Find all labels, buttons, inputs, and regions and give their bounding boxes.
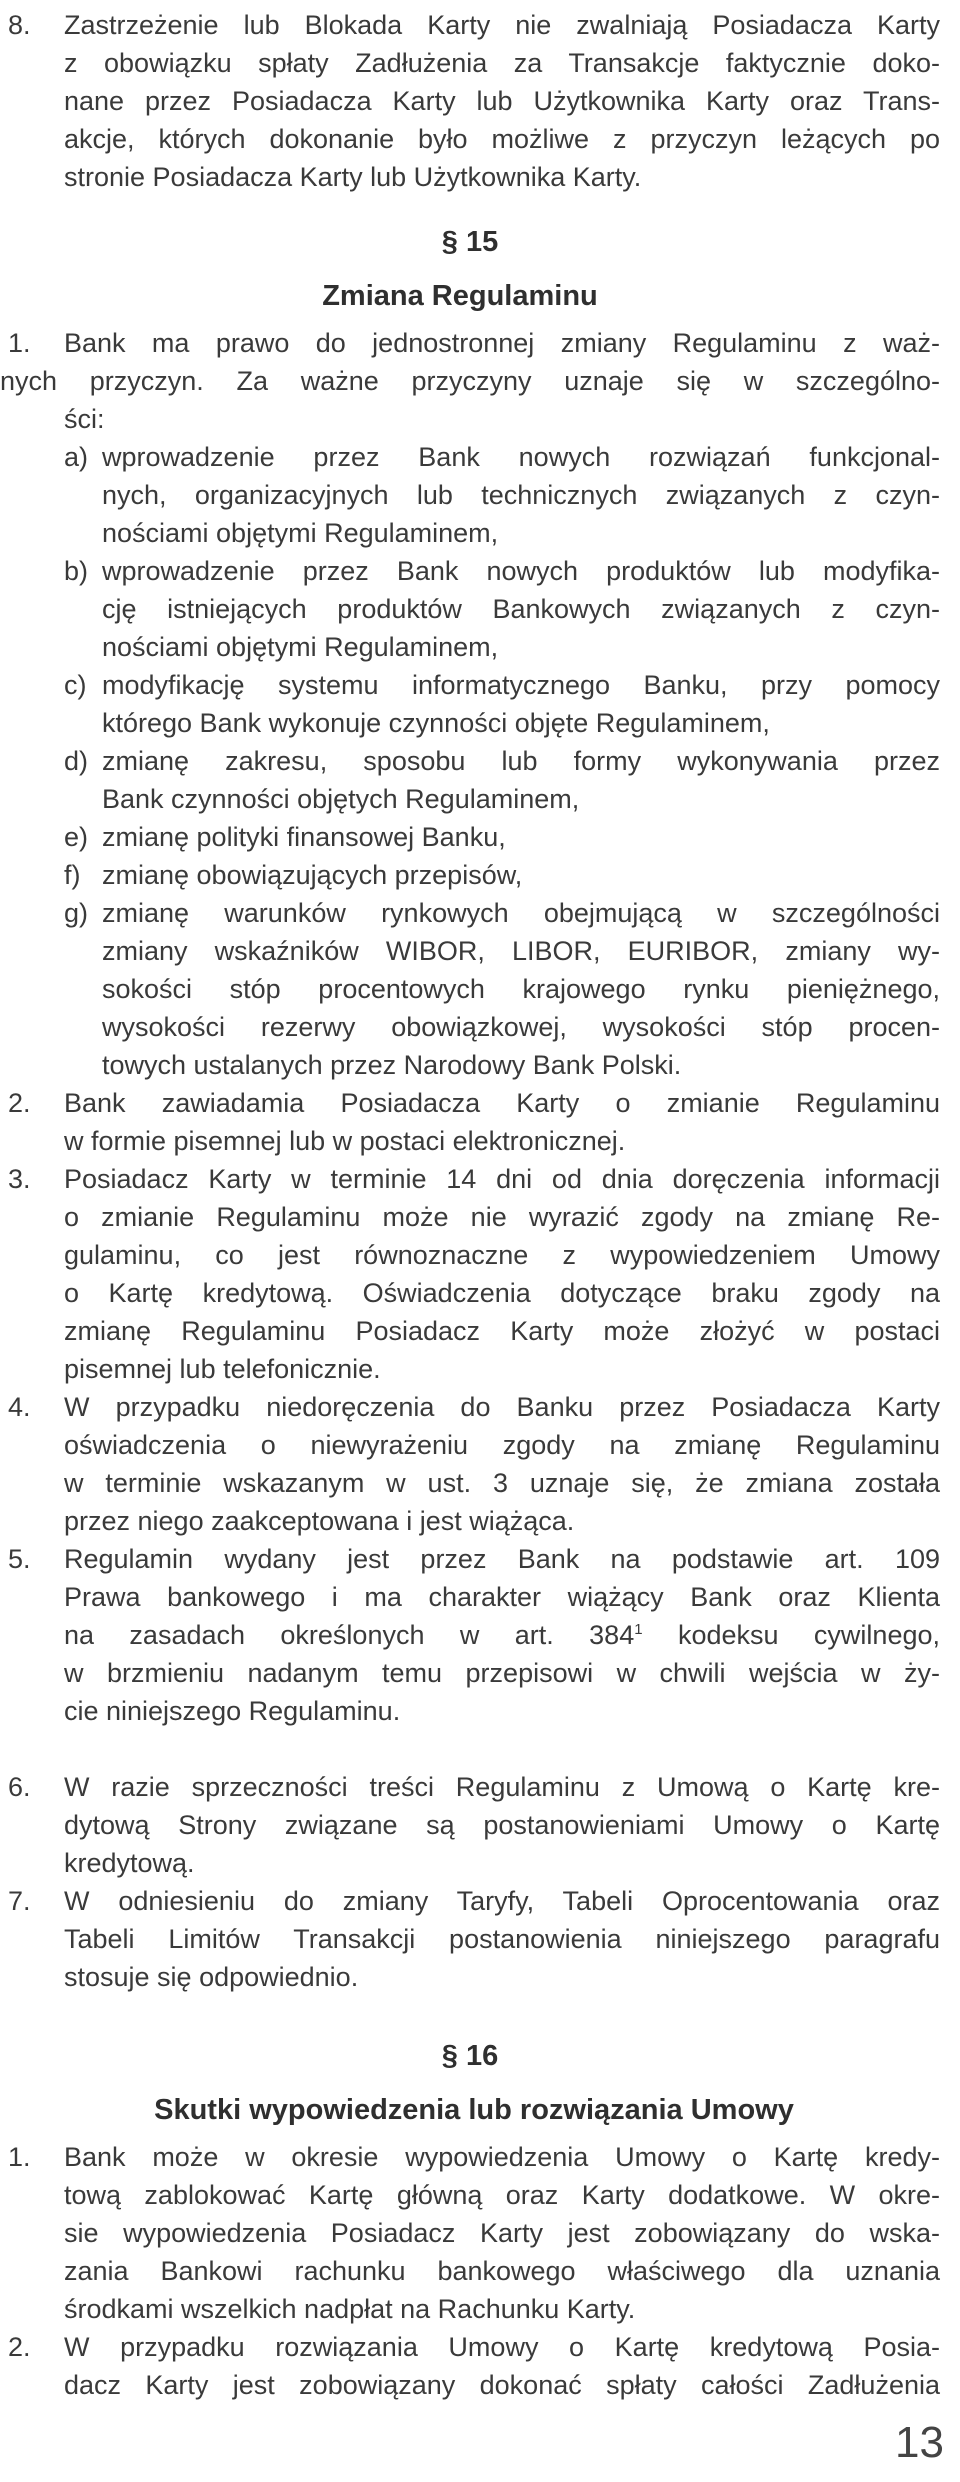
text-line: nych, organizacyjnych lub technicznych związanych z czyn-: [102, 480, 940, 510]
text-line: nościami objętymi Regulaminem,: [102, 632, 499, 662]
text-line: o Kartę kredytową. Oświadczenia dotyczące braku zgody na: [64, 1278, 940, 1308]
text-line: dytową Strony związane są postanowieniami Umowy o Kartę: [64, 1810, 940, 1840]
list-body: [102, 742, 940, 818]
paragraph-body: [64, 1768, 940, 1882]
text-line: zmiany wskaźników WIBOR, LIBOR, EURIBOR, zmiany wy-: [102, 936, 940, 966]
paragraph-body: [64, 2138, 940, 2328]
paragraph-number: 2.: [8, 2332, 31, 2362]
text-line: w terminie wskazanym w ust. 3 uznaje się, że zmiana została: [64, 1468, 940, 1498]
text-line: W przypadku niedoręczenia do Banku przez Posiadacza Karty: [64, 1392, 940, 1422]
list-label: c): [64, 670, 87, 700]
paragraph-body: [64, 2328, 940, 2404]
paragraph-number: 1.: [8, 2142, 31, 2172]
text-line: zmianę polityki finansowej Banku,: [102, 822, 506, 852]
paragraph-body: [0, 324, 940, 438]
paragraph-body: [64, 1388, 940, 1540]
text-line: środkami wszelkich nadpłat na Rachunku Karty.: [64, 2294, 636, 2324]
text-line: Bank czynności objętych Regulaminem,: [102, 784, 580, 814]
list-label: b): [64, 556, 89, 586]
text-line: stronie Posiadacza Karty lub Użytkownika Karty.: [64, 162, 642, 192]
text-line: Zastrzeżenie lub Blokada Karty nie zwalniają Posiadacza Karty: [64, 10, 940, 40]
text-line: Bank może w okresie wypowiedzenia Umowy o Kartę kredy-: [64, 2142, 940, 2172]
text-line-with-superscript: [64, 1616, 940, 1654]
list-body: [102, 818, 940, 856]
text-line: towych ustalanych przez Narodowy Bank Polski.: [102, 1050, 682, 1080]
text-line: dacz Karty jest zobowiązany dokonać spłaty całości Zadłużenia: [64, 2370, 940, 2400]
text-fragment: kodeksu cywilnego,: [677, 1620, 940, 1650]
text-line: oświadczenia o niewyrażeniu zgody na zmianę Regulaminu: [64, 1430, 940, 1460]
text-line: zania Bankowi rachunku bankowego właściwego dla uznania: [64, 2256, 940, 2286]
section-symbol: § 16: [441, 2040, 499, 2072]
section-symbol: § 15: [441, 226, 499, 258]
text-line: modyfikację systemu informatycznego Banku, przy pomocy: [102, 670, 940, 700]
text-line: akcje, których dokonanie było możliwe z przyczyn leżących po: [64, 124, 940, 154]
superscript: 1: [634, 1621, 643, 1638]
text-line: o zmianie Regulaminu może nie wyrazić zgody na zmianę Re-: [64, 1202, 940, 1232]
text-line: z obowiązku spłaty Zadłużenia za Transakcje faktycznie doko-: [64, 48, 940, 78]
list-label: g): [64, 898, 89, 928]
text-line: nościami objętymi Regulaminem,: [102, 518, 499, 548]
paragraph-number: 2.: [8, 1088, 31, 1118]
text-line: ści:: [64, 404, 105, 434]
text-line: Regulamin wydany jest przez Bank na podstawie art. 109: [64, 1544, 940, 1574]
text-line: Bank zawiadamia Posiadacza Karty o zmianie Regulaminu: [64, 1088, 940, 1118]
list-label: a): [64, 442, 89, 472]
list-label: e): [64, 822, 89, 852]
paragraph-number: 6.: [8, 1772, 31, 1802]
text-line: zmianę zakresu, sposobu lub formy wykonywania przez: [102, 746, 940, 776]
paragraph-number: 4.: [8, 1392, 31, 1422]
text-line: stosuje się odpowiednio.: [64, 1962, 359, 1992]
text-line: sie wypowiedzenia Posiadacz Karty jest zobowiązany do wska-: [64, 2218, 940, 2248]
text-line: zmianę Regulaminu Posiadacz Karty może złożyć w postaci: [64, 1316, 940, 1346]
text-line: gulaminu, co jest równoznaczne z wypowiedzeniem Umowy: [64, 1240, 940, 1270]
paragraph-number: 7.: [8, 1886, 31, 1916]
text-line: Prawa bankowego i ma charakter wiążący Bank oraz Klienta: [64, 1582, 940, 1612]
text-line: cję istniejących produktów Bankowych związanych z czyn-: [102, 594, 940, 624]
paragraph-number: 1.: [8, 328, 31, 358]
text-line: W odniesieniu do zmiany Taryfy, Tabeli Oprocentowania oraz: [64, 1886, 940, 1916]
list-body: [102, 438, 940, 552]
text-line: zmianę warunków rynkowych obejmującą w szczególności: [102, 898, 940, 928]
text-line: W przypadku rozwiązania Umowy o Kartę kredytową Posia-: [64, 2332, 940, 2362]
text-line: W razie sprzeczności treści Regulaminu z Umową o Kartę kre-: [64, 1772, 940, 1802]
paragraph-body: [64, 1882, 940, 1996]
text-line: kredytową.: [64, 1848, 195, 1878]
paragraph-body: [64, 1160, 940, 1388]
list-body: [102, 552, 940, 666]
text-line: nych przyczyn. Za ważne przyczyny uznaje się w szczególno-: [0, 366, 940, 396]
list-label: f): [64, 860, 81, 890]
paragraph-body: [64, 1540, 940, 1730]
paragraph-number: 5.: [8, 1544, 31, 1574]
text-line: zmianę obowiązujących przepisów,: [102, 860, 523, 890]
paragraph-body: [64, 1084, 940, 1160]
text-line: sokości stóp procentowych krajowego rynku pieniężnego,: [102, 974, 940, 1004]
text-line: pisemnej lub telefonicznie.: [64, 1354, 381, 1384]
text-line: cie niniejszego Regulaminu.: [64, 1696, 401, 1726]
section-title: Zmiana Regulaminu: [322, 280, 598, 312]
text-line: Posiadacz Karty w terminie 14 dni od dnia doręczenia informacji: [64, 1164, 940, 1194]
text-line: wprowadzenie przez Bank nowych produktów lub modyfika-: [102, 556, 940, 586]
list-body: [102, 666, 940, 742]
paragraph-number: 8.: [8, 10, 31, 40]
paragraph-body: [64, 6, 940, 196]
section-title: Skutki wypowiedzenia lub rozwiązania Umowy: [154, 2094, 794, 2126]
text-line: w brzmieniu nadanym temu przepisowi w chwili wejścia w ży-: [64, 1658, 940, 1688]
text-line: nane przez Posiadacza Karty lub Użytkownika Karty oraz Trans-: [64, 86, 940, 116]
paragraph-number: 3.: [8, 1164, 31, 1194]
page-number: 13: [895, 2418, 944, 2467]
text-line: Bank ma prawo do jednostronnej zmiany Regulaminu z waż-: [64, 328, 940, 358]
text-line: tową zablokować Kartę główną oraz Karty dodatkowe. W okre-: [64, 2180, 940, 2210]
list-body: [102, 856, 940, 894]
text-line: przez niego zaakceptowana i jest wiążąca.: [64, 1506, 575, 1536]
text-line: Tabeli Limitów Transakcji postanowienia niniejszego paragrafu: [64, 1924, 940, 1954]
text-line: wprowadzenie przez Bank nowych rozwiązań funkcjonal-: [102, 442, 940, 472]
list-label: d): [64, 746, 89, 776]
text-line: w formie pisemnej lub w postaci elektronicznej.: [64, 1126, 626, 1156]
text-line: którego Bank wykonuje czynności objęte Regulaminem,: [102, 708, 770, 738]
text-fragment: na zasadach określonych w art. 384: [64, 1620, 635, 1650]
list-body: [102, 894, 940, 1084]
text-line: wysokości rezerwy obowiązkowej, wysokości stóp procen-: [102, 1012, 940, 1042]
